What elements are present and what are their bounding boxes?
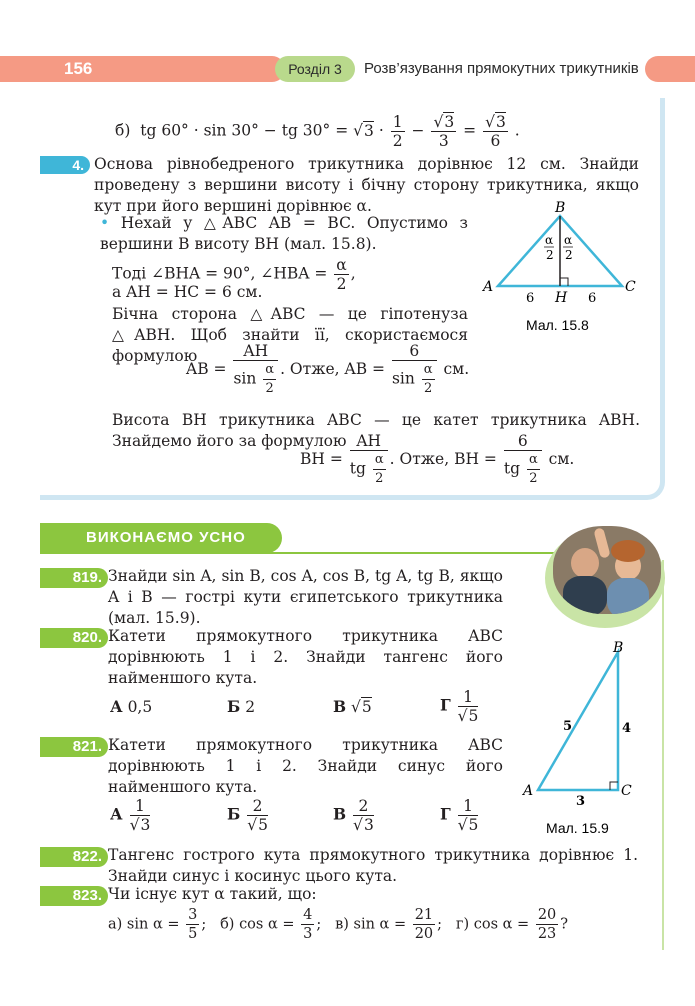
two-left: 2 xyxy=(546,248,554,262)
problem-823-text: Чи існує кут α такий, що: xyxy=(108,885,317,903)
label-leg-v: 4 xyxy=(622,721,632,736)
label-c: C xyxy=(621,783,632,799)
problem-number-badge: 819. xyxy=(40,568,108,588)
label-hyp: 5 xyxy=(563,719,573,734)
label-leg-h: 3 xyxy=(576,794,586,809)
fraction: $\frac{1}{2}$ xyxy=(392,113,403,150)
item-label: б) xyxy=(115,121,131,140)
page-number: 156 xyxy=(64,59,93,78)
problem-number-badge: 823. xyxy=(40,886,108,906)
two-right: 2 xyxy=(565,248,573,262)
solution-line-3: а AH = HC = 6 см. xyxy=(112,283,263,301)
example-b-line: б) tg 60° · sin 30° − tg 30° = √3 · $\frac{1}{2}$ − $\frac{√3}{3}$ = $\frac{√3}{6}$ . xyxy=(115,113,520,150)
figure-15-8 xyxy=(478,196,648,336)
label-six-left: 6 xyxy=(526,291,535,306)
label-b: B xyxy=(555,200,566,216)
solution-line-1: • Нехай у △ABC AB = BC. Опустимо з вершини B висоту BH (мал. 15.8). xyxy=(100,214,468,253)
header-bar-left xyxy=(0,56,285,82)
label-six-right: 6 xyxy=(588,291,597,306)
header-bar-right xyxy=(645,56,695,82)
problem-4-text: Основа рівнобедреного трикутника дорівнює 12 см. Знайди проведену з вершини висоту і бічну сторону трикутника, якщо кут при його вершині дорівнює α. xyxy=(94,155,639,215)
label-a: A xyxy=(483,279,494,295)
solution-line-5: Висота BH трикутника ABC — це катет трикутника ABH. Знайдемо його за формулою xyxy=(112,411,640,450)
section-title: ВИКОНАЄМО УСНО xyxy=(86,529,246,546)
fraction: $\frac{√3}{6}$ xyxy=(485,113,506,150)
fraction: $\frac{√3}{3}$ xyxy=(433,113,455,150)
figure-15-9 xyxy=(518,640,648,840)
figure-caption: Мал. 15.9 xyxy=(546,820,609,836)
bullet-icon: • xyxy=(100,214,110,232)
label-a: A xyxy=(523,783,534,799)
alpha-left: α xyxy=(545,233,554,247)
solution-line-2: Тоді ∠BHA = 90°, ∠HBA = $\frac{\alpha}{2}$ , xyxy=(112,256,356,293)
figure-caption: Мал. 15.8 xyxy=(526,317,589,333)
expression: tg 60° · sin 30° − tg 30° = xyxy=(140,121,349,140)
solution-line-4: Бічна сторона △ABC — це гіпотенуза △ABH. Щоб знайти її, скористаємося формулою xyxy=(112,305,468,365)
problem-number-badge: 821. xyxy=(40,737,108,757)
label-h: H xyxy=(555,290,568,306)
chapter-label: Розділ 3 xyxy=(275,56,355,82)
problem-820-text: Катети прямокутного трикутника ABC дорівнюють 1 і 2. Знайди тангенс його найменшого кута. xyxy=(108,627,503,687)
formula-ab: AB = AH sin $\frac{\alpha}{2}$ . Отже, AB = 6 sin $\frac{\alpha}{2}$ см. xyxy=(186,342,470,396)
label-c: C xyxy=(625,279,636,295)
sqrt: √3 xyxy=(353,121,374,140)
problem-821-text: Катети прямокутного трикутника ABC дорівнюють 1 і 2. Знайди синус його найменшого кута. xyxy=(108,736,503,796)
problem-823-items: а) sin α = $\frac{3}{5}$ ; б) cos α = $\frac{4}{3}$ ; в) sin α = $\frac{21}{20}$ ; г) cos α = $\frac{20}{23}$ ? xyxy=(108,907,569,942)
problem-819-text: Знайди sin A, sin B, cos A, cos B, tg A, tg B, якщо A і B — гострі кути єгипетського трикутника (мал. 15.9). xyxy=(108,567,503,627)
problem-number-badge: 820. xyxy=(40,628,108,648)
triangle-abc xyxy=(538,652,618,790)
label-b: B xyxy=(613,640,624,656)
alpha-right: α xyxy=(564,233,573,247)
students-illustration xyxy=(545,520,667,628)
problem-number-badge: 4. xyxy=(40,156,90,174)
formula-bh: BH = AH tg $\frac{\alpha}{2}$ . Отже, BH = 6 tg $\frac{\alpha}{2}$ см. xyxy=(300,432,575,486)
problem-number-badge: 822. xyxy=(40,847,108,867)
problem-822-text: Тангенс гострого кута прямокутного трикутника дорівнює 1. Знайди синус і косинус цього кута. xyxy=(108,846,638,885)
chapter-title: Розв’язування прямокутних трикутників xyxy=(364,60,639,77)
section-line xyxy=(40,552,570,554)
